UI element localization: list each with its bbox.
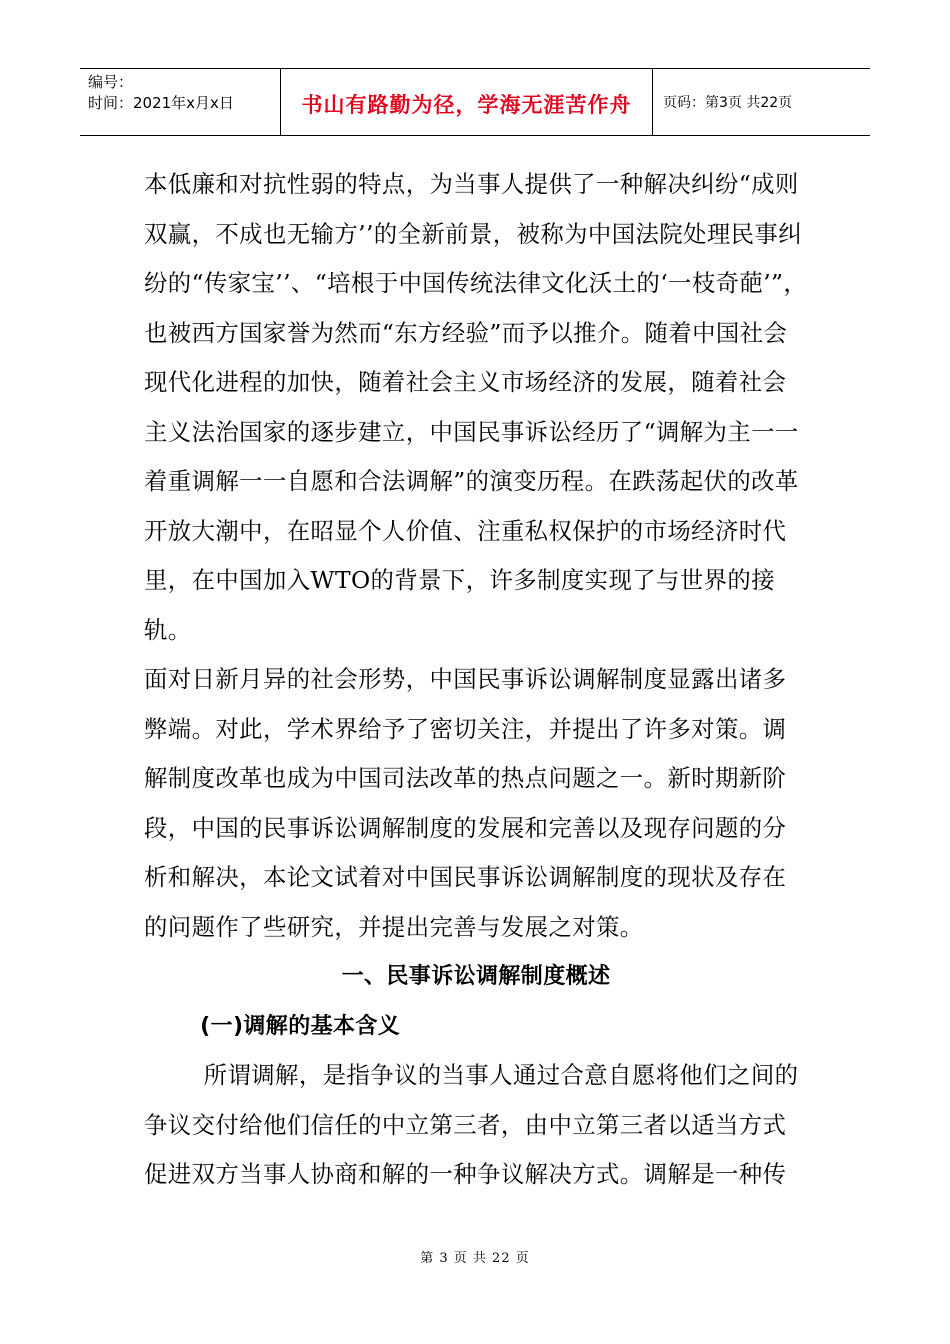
header-left-cell (80, 69, 281, 135)
header-motto: 书山有路勤为径，学海无涯苦作舟 (301, 93, 632, 117)
page-footer: 第 3 页 共 22 页 (420, 1251, 530, 1266)
header-middle-cell (281, 69, 653, 135)
header-right-cell (653, 69, 870, 135)
document-body (144, 160, 808, 1200)
body-paragraph-2: 面对日新月异的社会形势，中国民事诉讼调解制度显露出诸多弊端。对此，学术界给予了密切关注，并提出了许多对策。调解制度改革也成为中国司法改革的热点问题之一。新时期新阶段，中国的民事诉讼调解制度的发展和完善以及现存问题的分析和解决，本论文试着对中国民事诉讼调解制度的现状及存在的问题作了些研究，并提出完善与发展之对策。 (144, 665, 787, 941)
section-heading: 一、民事诉讼调解制度概述 (341, 964, 611, 989)
date-label: 时间：2021年x月x日 (88, 94, 234, 112)
page-label: 页码：第3页 共22页 (663, 95, 793, 111)
body-paragraph-3: 所谓调解，是指争议的当事人通过合意自愿将他们之间的争议交付给他们信任的中立第三者，由中立第三者以适当方式促进双方当事人协商和解的一种争议解决方式。调解是一种传 (144, 1061, 799, 1188)
subsection-heading: (一)调解的基本含义 (200, 1013, 401, 1039)
number-label: 编号： (88, 73, 134, 91)
page-header (80, 68, 870, 136)
body-paragraph-1: 本低廉和对抗性弱的特点，为当事人提供了一种解决纠纷“成则双赢，不成也无输方’’的全新前景，被称为中国法院处理民事纠纷的“传家宝’’、“培根于中国传统法律文化沃土的‘一枝奇葩’”，也被西方国家誉为然而“东方经验”而予以推介。随着中国社会现代化进程的加快，随着社会主义市场经济的发展，随着社会主义法治国家的逐步建立，中国民事诉讼经历了“调解为主一一着重调解一一自愿和合法调解”的演变历程。在跌荡起伏的改革开放大潮中，在昭显个人价值、注重私权保护的市场经济时代里，在中国加入WTO的背景下，许多制度实现了与世界的接轨。 (144, 170, 808, 644)
